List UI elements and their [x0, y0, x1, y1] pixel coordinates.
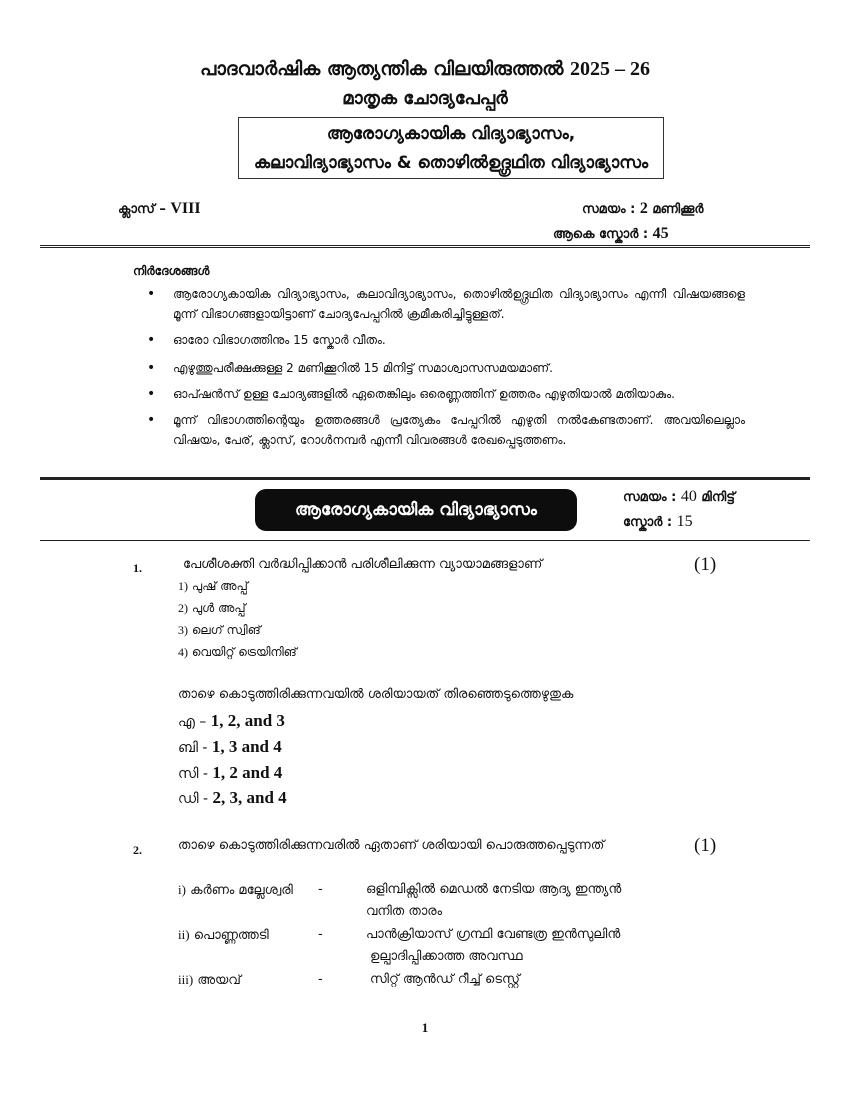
match-dash: -: [318, 882, 323, 897]
instruction-item: • ഓപ്ഷൻസ് ഉള്ള ചോദ്യങ്ങളിൽ ഏതെങ്കിലും ഒരെണ്ണത്തിന് ഉത്തരം എഴുതിയാൽ മതിയാകും.: [145, 384, 745, 404]
instructions-list: [145, 284, 745, 450]
section-score-value: 15: [676, 513, 693, 530]
time-num: 2: [639, 200, 648, 217]
question-1-option: [178, 601, 246, 616]
question-1-option: [178, 623, 261, 638]
paper-subtitle: മാതൃക ചോദ്യപേപ്പർ: [342, 88, 508, 109]
match-number: ii): [178, 927, 190, 942]
question-1-answer: [178, 737, 282, 757]
instruction-item: • ഓരോ വിഭാഗത്തിനും 15 സ്കോർ വീതം.: [145, 330, 745, 350]
match-dash: -: [318, 927, 323, 942]
option-text: വെയിറ്റ് ട്രെയിനിങ്: [191, 645, 297, 659]
section-time: [623, 488, 735, 506]
option-text: പുഷ് അപ്പ്: [191, 579, 248, 593]
match-right-cont: വനിത താരം: [366, 904, 443, 919]
question-2-number: 2.: [133, 843, 142, 857]
subject-line-1: ആരോഗ്യകായിക വിദ്യാഭ്യാസം,: [326, 124, 576, 144]
answer-value: 1, 3 and 4: [211, 737, 282, 756]
section-divider: [40, 540, 810, 541]
option-text: ലെഗ് സ്വിങ്: [191, 623, 261, 637]
question-1-number: 1.: [133, 561, 142, 575]
question-1-answer: [178, 711, 285, 731]
total-score-value: 45: [652, 225, 669, 242]
time-unit: മണിക്കൂർ: [652, 202, 704, 217]
section-title-pill: ആരോഗ്യകായിക വിദ്യാഭ്യാസം: [255, 489, 577, 531]
subject-line-2: കലാവിദ്യാഭ്യാസം & തൊഴിൽഉദ്ഗ്രഥിത വിദ്യാഭ്യാസം: [253, 153, 649, 173]
question-1-answer: [178, 763, 282, 783]
question-1-option: [178, 579, 248, 594]
question-2-text: താഴെ കൊടുത്തിരിക്കുന്നവരിൽ ഏതാണ് ശരിയായി പൊരുത്തപ്പെടുന്നത്: [178, 838, 605, 853]
answer-value: 2, 3, and 4: [212, 788, 287, 807]
class-label: ക്ലാസ് –: [118, 202, 166, 217]
page-number: 1: [421, 1020, 429, 1035]
section-time-label: സമയം :: [623, 490, 677, 505]
question-1-option: [178, 645, 297, 660]
answer-label: ഡി -: [178, 791, 209, 807]
paper-year: 2025 – 26: [570, 58, 651, 80]
question-1-text: പേശീശക്തി വർദ്ധിപ്പിക്കാൻ പരിശീലിക്കുന്ന വ്യായാമങ്ങളാണ്: [183, 557, 543, 572]
match-right-cont: ഉല്പാദിപ്പിക്കാത്ത അവസ്ഥ: [370, 949, 523, 964]
answer-label: എ –: [178, 714, 207, 730]
header-divider: [40, 245, 810, 248]
match-left-text: അയവ്: [197, 973, 241, 988]
option-number: 3): [178, 623, 188, 637]
instructions-heading: നിർദേശങ്ങൾ: [133, 264, 210, 278]
section-score-label: സ്കോർ :: [623, 515, 673, 530]
match-dash: -: [318, 972, 323, 987]
instructions-divider: [40, 477, 810, 480]
instruction-item: • ആരോഗ്യകായിക വിദ്യാഭ്യാസം, കലാവിദ്യാഭ്യാസം, തൊഴിൽഉദ്ഗ്രഥിത വിദ്യാഭ്യാസം എന്നീ വിഷയങ്ങളെ മൂന്ന് വിഭാഗങ്ങളായിട്ടാണ് ചോദ്യപേപ്പറിൽ ക്രമീകരിച്ചിട്ടുള്ളത്.: [145, 284, 745, 324]
paper-title-text: പാദവാർഷിക ആത്യന്തിക വിലയിരുത്തൽ: [199, 58, 564, 80]
match-left-text: പൊണ്ണത്തടി: [193, 928, 269, 943]
answer-label: ബി -: [178, 740, 208, 756]
match-right: പാൻക്രിയാസ് ഗ്രന്ഥി വേണ്ടത്ര ഇൻസുലിൻ: [366, 927, 621, 942]
section-score: [623, 513, 693, 531]
option-number: 2): [178, 601, 188, 615]
total-score-info: [553, 225, 669, 243]
paper-title: [0, 58, 850, 81]
option-number: 4): [178, 645, 188, 659]
question-1-answer: [178, 788, 287, 808]
total-score-label: ആകെ സ്കോർ :: [553, 227, 649, 242]
class-value: VIII: [170, 200, 201, 217]
subject-box: [238, 117, 664, 179]
answer-value: 1, 2 and 4: [212, 763, 283, 782]
match-right: ഒളിമ്പിക്സിൽ മെഡൽ നേടിയ ആദ്യ ഇന്ത്യൻ: [366, 882, 622, 897]
time-label: സമയം :: [582, 202, 636, 217]
section-time-unit: മിനിട്ട്: [701, 490, 735, 505]
answer-label: സി -: [178, 766, 208, 782]
match-left: [178, 972, 241, 988]
match-left: [178, 882, 293, 898]
question-1-mark: (1): [694, 554, 717, 575]
option-number: 1): [178, 579, 188, 593]
match-number: i): [178, 882, 186, 897]
match-right: സിറ്റ് ആൻഡ് റീച്ച് ടെസ്റ്റ്: [370, 972, 520, 987]
option-text: പുൾ അപ്പ്: [191, 601, 246, 615]
instruction-item: • മൂന്ന് വിഭാഗത്തിന്റെയും ഉത്തരങ്ങൾ പ്രത്യേകം പേപ്പറിൽ എഴുതി നൽകേണ്ടതാണ്. അവയിലെല്ലാം വിഷയം, പേര്, ക്ലാസ്, റോൾനമ്പർ എന്നീ വിവരങ്ങൾ രേഖപ്പെടുത്തണം.: [145, 410, 745, 450]
answer-value: 1, 2, and 3: [210, 711, 285, 730]
instruction-item: • എഴുത്തുപരീക്ഷക്കുള്ള 2 മണിക്കൂറിൽ 15 മിനിട്ട് സമാശ്വാസസമയമാണ്.: [145, 358, 745, 378]
time-info: [582, 200, 704, 218]
match-left: [178, 927, 269, 943]
question-1-instruction: താഴെ കൊടുത്തിരിക്കുന്നവയിൽ ശരിയായത് തിരഞ്ഞെടുത്തെഴുതുക: [178, 687, 574, 702]
match-number: iii): [178, 972, 194, 987]
section-time-value: 40: [680, 488, 697, 505]
question-2-mark: (1): [694, 835, 717, 856]
class-info: [118, 200, 201, 218]
match-left-text: കർണം മല്ലേശ്വരി: [190, 883, 293, 898]
